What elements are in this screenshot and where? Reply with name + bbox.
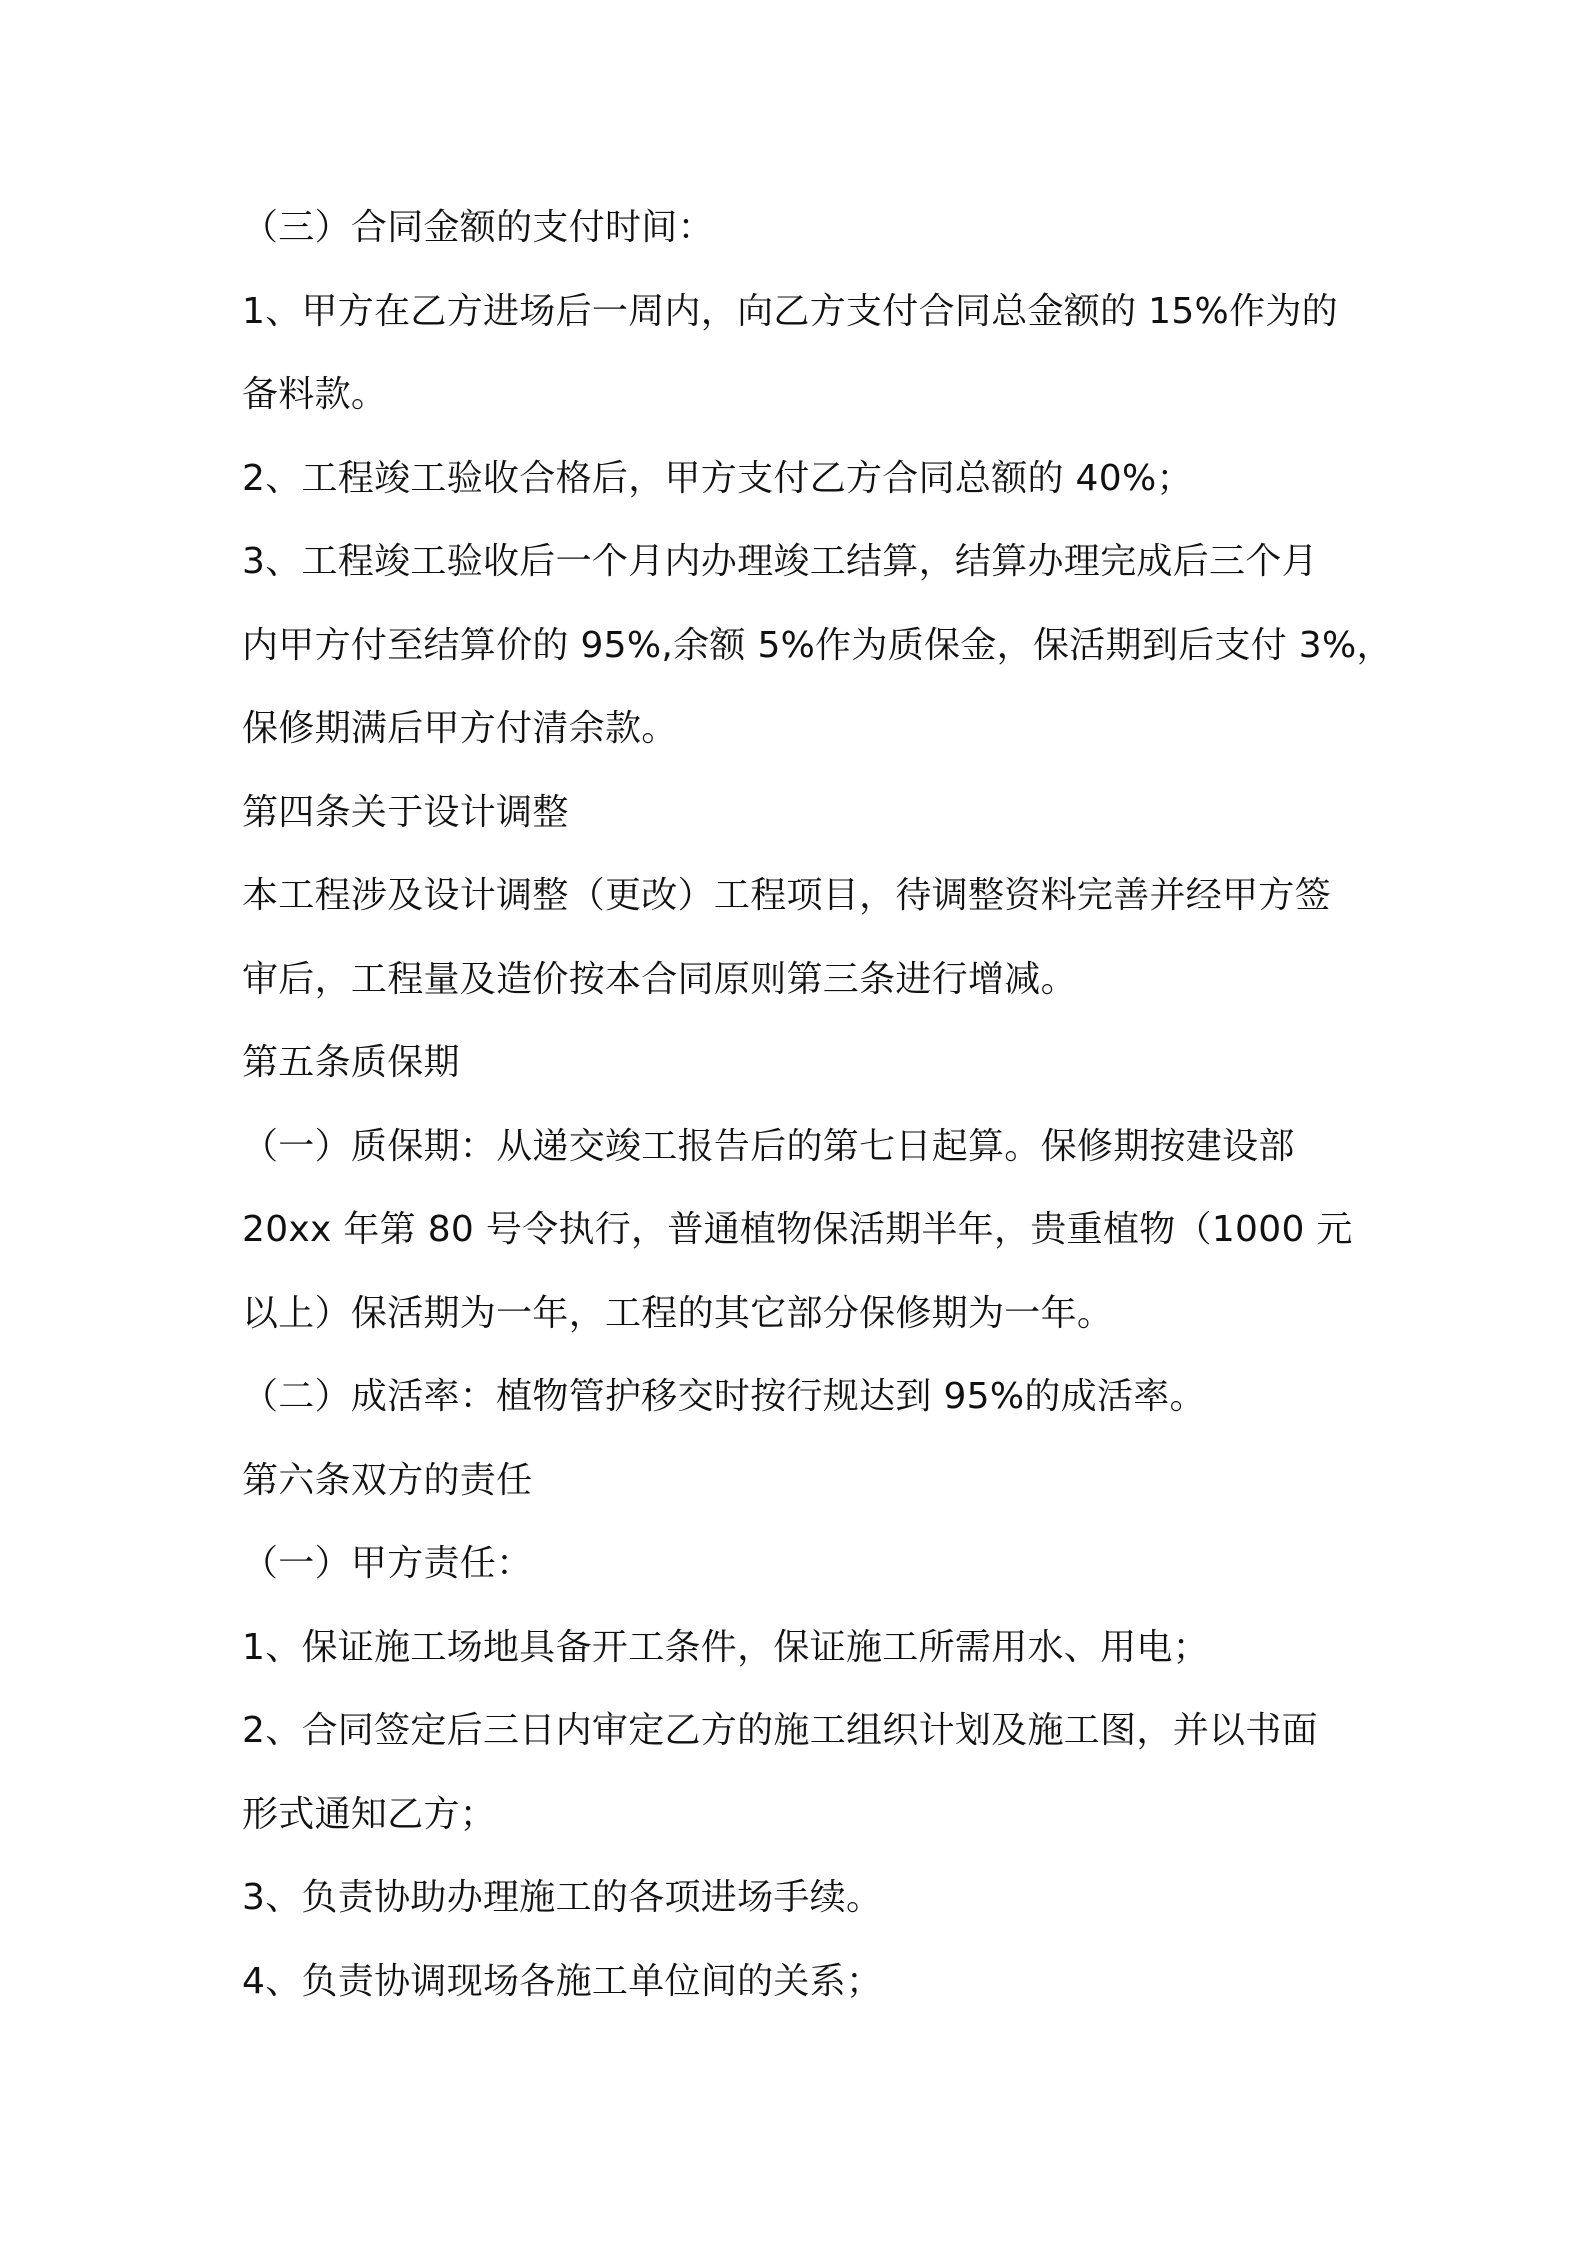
paragraph-line: 以上）保活期为一年，工程的其它部分保修期为一年。 [242,1292,1114,1334]
article-heading-design-adjustment: 第四条关于设计调整 [242,791,569,833]
section-heading-payment-time: （三）合同金额的支付时间： [242,207,714,248]
paragraph-line: 4、负责协调现场各施工单位间的关系； [242,1960,883,2002]
paragraph-line: 1、甲方在乙方进场后一周内，向乙方支付合同总金额的 15%作为的 [242,290,1338,332]
paragraph-line: 2、工程竣工验收合格后，甲方支付乙方合同总额的 40%； [242,457,1193,499]
paragraph-line: 2、合同签定后三日内审定乙方的施工组织计划及施工图，并以书面 [242,1710,1318,1751]
paragraph-line: 20xx 年第 80 号令执行，普通植物保活期半年，贵重植物（1000 元 [242,1209,1353,1250]
paragraph-line: 备料款。 [242,374,388,415]
paragraph-line: （二）成活率：植物管护移交时按行规达到 95%的成活率。 [242,1376,1206,1417]
paragraph-line: 1、保证施工场地具备开工条件，保证施工所需用水、用电； [242,1626,1210,1668]
paragraph-line: （一）质保期：从递交竣工报告后的第七日起算。保修期按建设部 [242,1125,1295,1167]
section-heading-party-a: （一）甲方责任： [242,1543,533,1584]
paragraph-line: 形式通知乙方； [242,1793,497,1835]
article-heading-responsibilities: 第六条双方的责任 [242,1459,533,1501]
article-heading-warranty-period: 第五条质保期 [242,1042,460,1083]
paragraph-line: 内甲方付至结算价的 95%,余额 5%作为质保金，保活期到后支付 3%， [242,624,1393,666]
paragraph-line: 保修期满后甲方付清余款。 [242,708,678,749]
paragraph-line: 本工程涉及设计调整（更改）工程项目，待调整资料完善并经甲方签 [242,875,1332,916]
paragraph-line: 3、负责协助办理施工的各项进场手续。 [242,1877,883,1918]
paragraph-line: 3、工程竣工验收后一个月内办理竣工结算，结算办理完成后三个月 [242,541,1318,582]
contract-text [242,198,1393,2035]
paragraph-line: 审后，工程量及造价按本合同原则第三条进行增减。 [242,958,1077,1000]
